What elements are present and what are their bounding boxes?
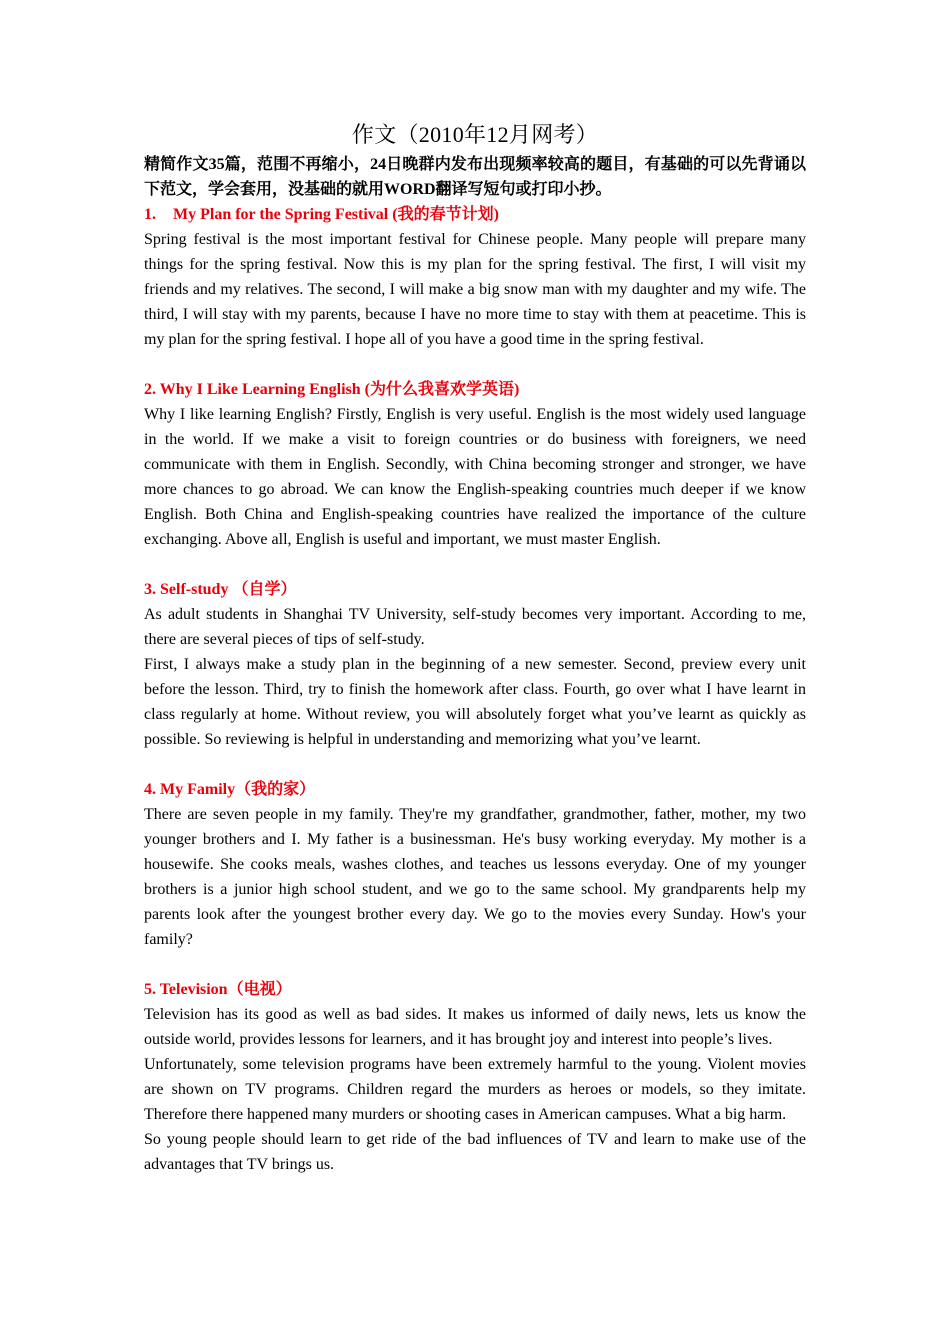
essay-heading: 5. Television（电视） (144, 981, 292, 998)
section-spacer (144, 952, 806, 977)
essay-paragraph: Spring festival is the most important festival for Chinese people. Many people will prepare many things for the spring festival. Now this is my plan for the spring festival. The first, I will visit my friends and my relatives. The second, I will make a big snow man with my daughter and my wife. The third, I will stay with my parents, because I have no more time to stay with them at peacetime. This is my plan for the spring festival. I hope all of you have a good time in the spring festival. (144, 231, 806, 348)
essay-heading-text: My Plan for the Spring Festival (我的春节计划) (173, 206, 499, 223)
intro-paragraph: 精简作文35篇，范围不再缩小，24日晚群内发布出现频率较高的题目，有基础的可以先背诵以下范文，学会套用，没基础的就用WORD翻译写短句或打印小抄。 (144, 156, 806, 198)
essay-paragraph: So young people should learn to get ride of the bad influences of TV and learn to make use of the advantages that TV brings us. (144, 1131, 806, 1173)
document-title: 作文（2010年12月网考） (351, 122, 599, 147)
essay-heading: 4. My Family（我的家） (144, 781, 316, 798)
essay-section (144, 202, 806, 352)
essay-paragraph: There are seven people in my family. They're my grandfather, grandmother, father, mother, my two younger brothers and I. My father is a businessman. He's busy working everyday. My mother is a housewife. She cooks meals, washes clothes, and teaches us lessons everyday. One of my younger brothers is a junior high school student, and we go to the same school. My grandparents help my parents look after the youngest brother every day. We go to the movies every Sunday. How's your family? (144, 806, 806, 948)
essay-section (144, 377, 806, 552)
section-spacer (144, 552, 806, 577)
essay-paragraph: Why I like learning English? Firstly, English is very useful. English is the most widely used language in the world. If we make a visit to foreign countries or do business with foreigners, we need communicate with them in English. Secondly, with China becoming stronger and stronger, we have more chances to go abroad. We can know the English-speaking countries much deeper if we know English. Both China and English-speaking countries have realized the importance of the culture exchanging. Above all, English is useful and important, we must master English. (144, 406, 806, 548)
section-spacer (144, 352, 806, 377)
essay-heading (144, 202, 806, 227)
essay-section (144, 977, 806, 1177)
essay-number: 1. (144, 206, 156, 223)
essay-section (144, 777, 806, 952)
essay-paragraph: Television has its good as well as bad sides. It makes us informed of daily news, lets us know the outside world, provides lessons for learners, and it has brought joy and interest into people’s lives. (144, 1006, 806, 1048)
section-spacer (144, 752, 806, 777)
essay-heading: 3. Self-study （自学） (144, 581, 297, 598)
essay-section (144, 577, 806, 752)
document-page (144, 118, 806, 1177)
essay-heading: 2. Why I Like Learning English (为什么我喜欢学英语) (144, 381, 520, 398)
essay-paragraph: Unfortunately, some television programs have been extremely harmful to the young. Violent movies are shown on TV programs. Children regard the murders as heroes or models, so they imitate. Therefore there happened many murders or shooting cases in American campuses. What a big harm. (144, 1056, 806, 1123)
essay-paragraph: First, I always make a study plan in the beginning of a new semester. Second, preview every unit before the lesson. Third, try to finish the homework after class. Fourth, go over what I have learnt in class regularly at home. Without review, you will absolutely forget what you’ve learnt as quickly as possible. So reviewing is helpful in understanding and memorizing what you’ve learnt. (144, 656, 806, 748)
essay-paragraph: As adult students in Shanghai TV University, self-study becomes very important. According to me, there are several pieces of tips of self-study. (144, 606, 806, 648)
